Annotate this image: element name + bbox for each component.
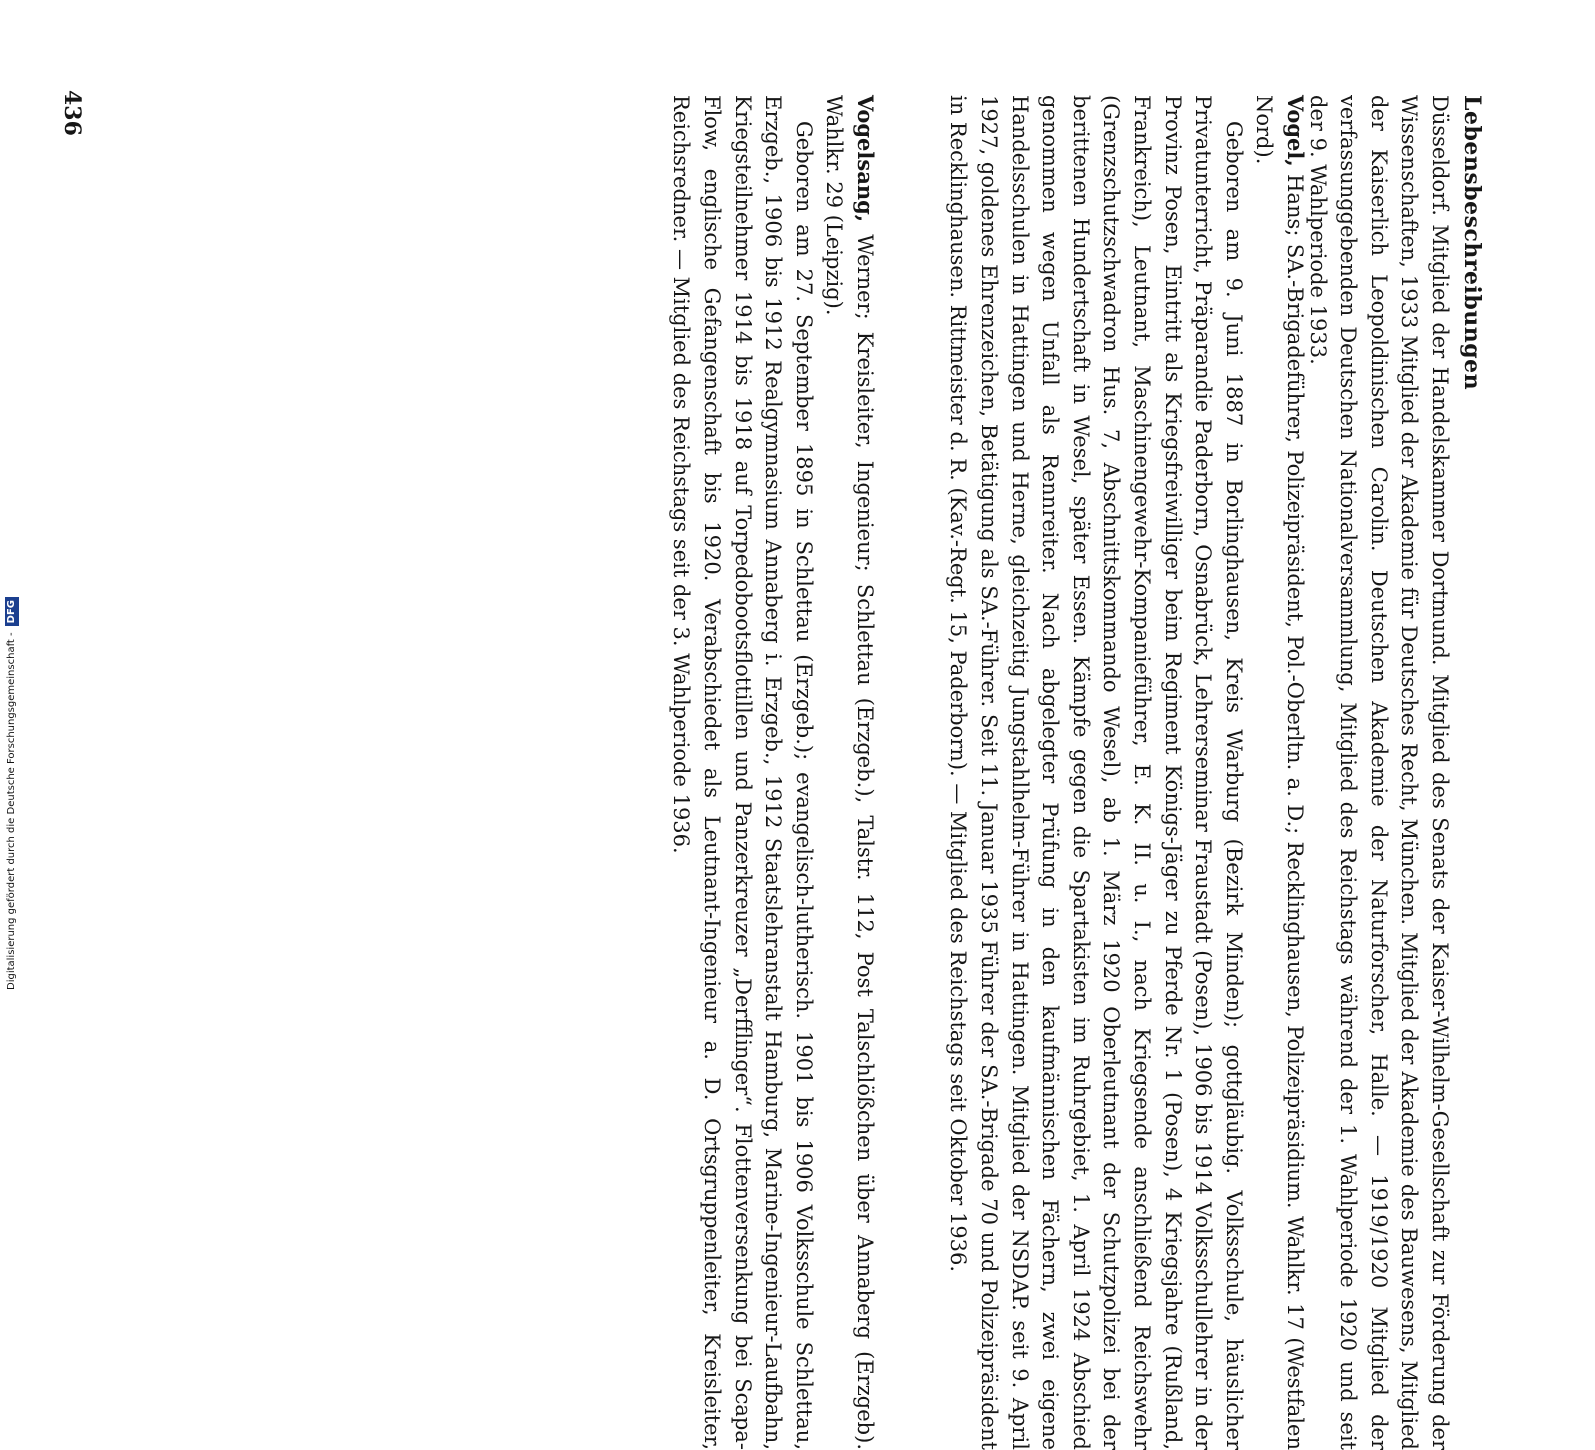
entry-name-vogel: Vogel, [1283,95,1308,167]
biography-vogel [943,95,1310,1450]
biography-vogelsang [666,95,880,1450]
footer-text: Digitalisierung gefördert durch die Deutsche Forschungsgemeinschaft - [6,632,17,990]
page-header: Lebensbeschreibungen [1459,95,1485,391]
digitization-footer [2,0,22,990]
entry-heading-vogel [1249,95,1310,1450]
biography-continuation [1302,95,1455,1450]
entry-body-vogelsang: Geboren am 27. September 1895 in Schlettau (Erzgeb.); evangelisch-lutherisch. 1901 bis 1906 Volksschule Schlettau, Erzgeb., 1906 bis 1912 Realgymnasium Annaberg i. Erzgeb., 1912 Staatslehranstalt Hamburg, Marine-Ingenieur-Laufbahn, Kriegsteilnehmer 1914 bis 1918 auf Torpedobootsflottillen und Panzerkreuzer „Derfflinger“. Flottenversenkung bei Scapa-Flow, englische Gefangenschaft bis 1920. Verabschiedet als Leutnant-Ingenieur a. D. Ortsgruppenleiter, Kreisleiter, Reichsredner. — Mitglied des Reichstags seit der 3. Wahlperiode 1936. [669,95,816,1450]
entry-body-vogel: Geboren am 9. Juni 1887 in Borlinghausen, Kreis Warburg (Bezirk Minden); gottgläubig. Volksschule, häuslicher Privatunterricht, Präparandie Paderborn, Osnabrück, Lehrerseminar Fraustadt (Posen), 1906 bis 1914 Volksschullehrer in der Provinz Posen, Eintritt als Kriegsfreiwilliger beim Regiment Königs-Jäger zu Pferde Nr. 1 (Posen), 4 Kriegsjahre (Rußland, Frankreich), Leutnant, Maschinengewehr-Kompanieführer, E. K. II. u. I., nach Kriegsende anschließend Reichswehr (Grenzschutzschwadron Hus. 7, Abschnittskommando Wesel), ab 1. März 1920 Oberleutnant der Schutzpolizei bei der berittenen Hundertschaft in Wesel, später Essen. Kämpfe gegen die Spartakisten im Ruhrgebiet, 1. April 1924 Abschied genommen wegen Unfall als Rennreiter. Nach abgelegter Prüfung in den kaufmännischen Fächern, zwei eigene Handelsschulen in Hattingen und Herne, gleichzeitig Jungstahlhelm-Führer in Hattingen. Mitglied der NSDAP. seit 9. April 1927, goldenes Ehrenzeichen, Betätigung als SA.-Führer. Seit 11. Januar 1935 Führer der SA.-Brigade 70 und Polizeipräsident in Recklinghausen. Rittmeister d. R. (Kav.-Regt. 15, Paderborn). — Mitglied des Reichstags seit Oktober 1936. [946,95,1246,1450]
entry-heading-vogelsang [819,95,880,1450]
continuation-text: Düsseldorf. Mitglied der Handelskammer Dortmund. Mitglied des Senats der Kaiser-Wilhelm-Gesellschaft zur Förderung der Wissenschaften, 1933 Mitglied der Akademie für Deutsches Recht, München. Mitglied der Akademie des Bauwesens, Mitglied der Kaiserlich Leopoldinischen Carolin. Deutschen Akademie der Naturforscher, Halle. — 1919/1920 Mitglied der verfassunggebenden Deutschen Nationalversammlung, Mitglied des Reichstags während der 1. Wahlperiode 1920 und seit der 9. Wahlperiode 1933. [1305,95,1452,1450]
entry-intro-vogel: Hans; SA.-Brigadeführer, Polizeipräsident, Pol.-Oberltn. a. D.; Recklinghausen, Polizeipräsidium. Wahlkr. 17 (Westfalen Nord). [1252,95,1307,1450]
entry-name-vogelsang: Vogelsang, [853,95,878,223]
page-number: 436 [59,90,85,136]
dfg-logo: DFG [5,597,19,626]
entry-intro-vogelsang: Werner; Kreisleiter, Ingenieur; Schlettau (Erzgeb.), Talstr. 112, Post Talschlößchen über Annaberg (Erzgeb). Wahlkr. 29 (Leipzig). [822,95,877,1450]
